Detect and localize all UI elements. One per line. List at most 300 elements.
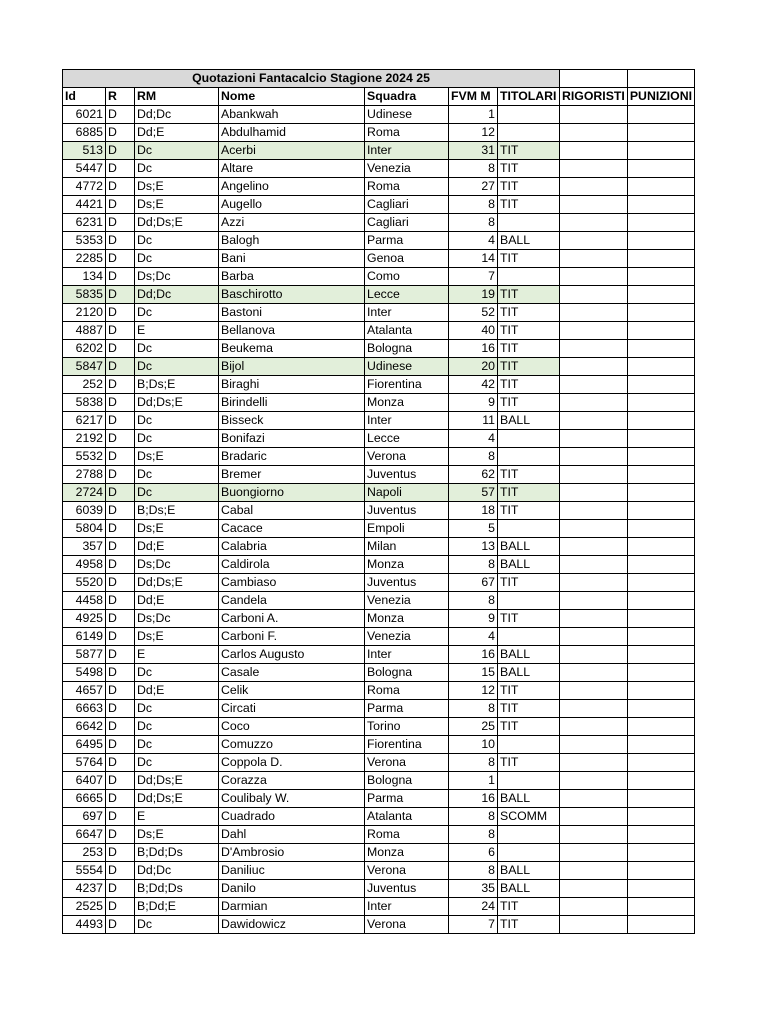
table-row (63, 376, 695, 394)
cell-rm: Dc (135, 412, 219, 430)
cell-squadra: Bologna (365, 664, 449, 682)
cell-punizioni (627, 520, 694, 538)
header-fvm: FVM M (449, 88, 498, 106)
cell-squadra: Torino (365, 718, 449, 736)
cell-nome: Bisseck (219, 412, 365, 430)
header-row (63, 88, 695, 106)
table-row (63, 736, 695, 754)
cell-punizioni (627, 466, 694, 484)
cell-punizioni (627, 916, 694, 934)
cell-punizioni (627, 412, 694, 430)
table-row (63, 304, 695, 322)
cell-punizioni (627, 664, 694, 682)
cell-fvm: 8 (449, 160, 498, 178)
cell-r: D (106, 358, 135, 376)
cell-id: 2788 (63, 466, 106, 484)
table-row (63, 250, 695, 268)
cell-nome: Daniliuc (219, 862, 365, 880)
cell-punizioni (627, 160, 694, 178)
cell-squadra: Juventus (365, 880, 449, 898)
cell-r: D (106, 790, 135, 808)
table-row (63, 502, 695, 520)
cell-fvm: 12 (449, 124, 498, 142)
cell-r: D (106, 394, 135, 412)
table-row (63, 484, 695, 502)
cell-squadra: Lecce (365, 286, 449, 304)
cell-squadra: Genoa (365, 250, 449, 268)
cell-rigoristi (560, 142, 628, 160)
cell-id: 513 (63, 142, 106, 160)
cell-punizioni (627, 286, 694, 304)
cell-rm: Dc (135, 160, 219, 178)
cell-fvm: 1 (449, 772, 498, 790)
cell-nome: Carboni A. (219, 610, 365, 628)
table-row (63, 268, 695, 286)
cell-id: 4237 (63, 880, 106, 898)
cell-fvm: 5 (449, 520, 498, 538)
cell-rigoristi (560, 628, 628, 646)
header-punizioni: PUNIZIONI (627, 88, 694, 106)
cell-fvm: 8 (449, 214, 498, 232)
cell-rigoristi (560, 430, 628, 448)
cell-squadra: Cagliari (365, 196, 449, 214)
cell-titolari (498, 430, 560, 448)
cell-nome: Azzi (219, 214, 365, 232)
cell-rm: Dc (135, 250, 219, 268)
table-row (63, 106, 695, 124)
cell-id: 5447 (63, 160, 106, 178)
cell-rm: Dc (135, 754, 219, 772)
cell-rm: Dd;Ds;E (135, 214, 219, 232)
cell-r: D (106, 340, 135, 358)
table-row (63, 394, 695, 412)
cell-punizioni (627, 610, 694, 628)
cell-fvm: 40 (449, 322, 498, 340)
table-row (63, 880, 695, 898)
cell-nome: Cambiaso (219, 574, 365, 592)
cell-titolari: TIT (498, 682, 560, 700)
table-row (63, 412, 695, 430)
cell-punizioni (627, 358, 694, 376)
cell-rigoristi (560, 322, 628, 340)
cell-punizioni (627, 772, 694, 790)
table-row (63, 772, 695, 790)
cell-rm: Dd;Dc (135, 286, 219, 304)
table-row (63, 808, 695, 826)
cell-punizioni (627, 790, 694, 808)
cell-rigoristi (560, 916, 628, 934)
cell-rm: Dd;Ds;E (135, 394, 219, 412)
cell-nome: Dahl (219, 826, 365, 844)
cell-rigoristi (560, 232, 628, 250)
cell-squadra: Cagliari (365, 214, 449, 232)
table-row (63, 826, 695, 844)
cell-rigoristi (560, 196, 628, 214)
header-rm: RM (135, 88, 219, 106)
cell-titolari: TIT (498, 160, 560, 178)
cell-fvm: 4 (449, 430, 498, 448)
cell-titolari: BALL (498, 538, 560, 556)
cell-squadra: Parma (365, 700, 449, 718)
cell-rm: Dc (135, 340, 219, 358)
cell-rigoristi (560, 664, 628, 682)
cell-fvm: 14 (449, 250, 498, 268)
header-titolari: TITOLARI (498, 88, 560, 106)
table-row (63, 754, 695, 772)
cell-rm: Ds;E (135, 826, 219, 844)
cell-r: D (106, 610, 135, 628)
table-row (63, 574, 695, 592)
cell-rigoristi (560, 880, 628, 898)
cell-punizioni (627, 214, 694, 232)
cell-punizioni (627, 304, 694, 322)
cell-r: D (106, 862, 135, 880)
cell-squadra: Udinese (365, 358, 449, 376)
cell-fvm: 15 (449, 664, 498, 682)
cell-squadra: Venezia (365, 592, 449, 610)
cell-squadra: Roma (365, 124, 449, 142)
table-row (63, 700, 695, 718)
cell-nome: Candela (219, 592, 365, 610)
cell-nome: Barba (219, 268, 365, 286)
cell-squadra: Roma (365, 826, 449, 844)
cell-punizioni (627, 682, 694, 700)
cell-squadra: Verona (365, 916, 449, 934)
table-title: Quotazioni Fantacalcio Stagione 2024 25 (63, 70, 560, 88)
cell-punizioni (627, 232, 694, 250)
cell-id: 5847 (63, 358, 106, 376)
table-row (63, 682, 695, 700)
table-row (63, 124, 695, 142)
cell-fvm: 16 (449, 790, 498, 808)
header-id: Id (63, 88, 106, 106)
cell-id: 6217 (63, 412, 106, 430)
cell-nome: Cabal (219, 502, 365, 520)
cell-nome: Bani (219, 250, 365, 268)
table-row (63, 196, 695, 214)
cell-r: D (106, 880, 135, 898)
cell-titolari: TIT (498, 394, 560, 412)
cell-r: D (106, 682, 135, 700)
cell-nome: Acerbi (219, 142, 365, 160)
cell-fvm: 8 (449, 592, 498, 610)
empty-cell (560, 70, 628, 88)
cell-titolari: TIT (498, 466, 560, 484)
cell-fvm: 7 (449, 268, 498, 286)
cell-r: D (106, 178, 135, 196)
cell-squadra: Roma (365, 178, 449, 196)
cell-nome: Bastoni (219, 304, 365, 322)
cell-rm: B;Ds;E (135, 502, 219, 520)
cell-rm: Ds;Dc (135, 610, 219, 628)
cell-titolari (498, 772, 560, 790)
cell-titolari: SCOMM (498, 808, 560, 826)
cell-rm: Dc (135, 430, 219, 448)
cell-fvm: 10 (449, 736, 498, 754)
cell-punizioni (627, 142, 694, 160)
cell-punizioni (627, 718, 694, 736)
table-row (63, 466, 695, 484)
table-row (63, 790, 695, 808)
cell-fvm: 8 (449, 826, 498, 844)
cell-rigoristi (560, 466, 628, 484)
cell-fvm: 20 (449, 358, 498, 376)
cell-id: 5498 (63, 664, 106, 682)
table-row (63, 538, 695, 556)
cell-titolari: TIT (498, 754, 560, 772)
cell-rm: Dc (135, 916, 219, 934)
cell-rigoristi (560, 178, 628, 196)
cell-punizioni (627, 106, 694, 124)
cell-id: 6202 (63, 340, 106, 358)
cell-squadra: Parma (365, 232, 449, 250)
cell-id: 2285 (63, 250, 106, 268)
cell-titolari: BALL (498, 664, 560, 682)
cell-id: 6149 (63, 628, 106, 646)
cell-r: D (106, 502, 135, 520)
cell-nome: Coppola D. (219, 754, 365, 772)
table-row (63, 556, 695, 574)
cell-r: D (106, 106, 135, 124)
cell-titolari: TIT (498, 898, 560, 916)
cell-rm: Dc (135, 232, 219, 250)
header-nome: Nome (219, 88, 365, 106)
cell-squadra: Atalanta (365, 808, 449, 826)
header-rigoristi: RIGORISTI (560, 88, 628, 106)
cell-rm: Dd;Ds;E (135, 790, 219, 808)
cell-r: D (106, 196, 135, 214)
cell-r: D (106, 142, 135, 160)
cell-punizioni (627, 646, 694, 664)
cell-rm: Dc (135, 466, 219, 484)
cell-squadra: Atalanta (365, 322, 449, 340)
table-row (63, 592, 695, 610)
cell-nome: Comuzzo (219, 736, 365, 754)
cell-squadra: Inter (365, 412, 449, 430)
cell-nome: Beukema (219, 340, 365, 358)
cell-id: 5838 (63, 394, 106, 412)
cell-r: D (106, 664, 135, 682)
table-row (63, 214, 695, 232)
cell-fvm: 8 (449, 196, 498, 214)
cell-punizioni (627, 250, 694, 268)
cell-rigoristi (560, 250, 628, 268)
cell-nome: Coco (219, 718, 365, 736)
cell-fvm: 8 (449, 808, 498, 826)
cell-rm: Ds;E (135, 448, 219, 466)
cell-squadra: Napoli (365, 484, 449, 502)
cell-nome: Danilo (219, 880, 365, 898)
cell-fvm: 4 (449, 232, 498, 250)
cell-r: D (106, 772, 135, 790)
cell-nome: Bonifazi (219, 430, 365, 448)
cell-r: D (106, 520, 135, 538)
cell-fvm: 9 (449, 394, 498, 412)
cell-r: D (106, 754, 135, 772)
cell-punizioni (627, 556, 694, 574)
cell-titolari: TIT (498, 484, 560, 502)
cell-fvm: 4 (449, 628, 498, 646)
cell-squadra: Verona (365, 862, 449, 880)
cell-punizioni (627, 736, 694, 754)
cell-fvm: 7 (449, 916, 498, 934)
cell-punizioni (627, 502, 694, 520)
cell-rm: E (135, 808, 219, 826)
cell-rm: Ds;E (135, 196, 219, 214)
cell-r: D (106, 304, 135, 322)
spreadsheet (62, 69, 695, 934)
cell-squadra: Venezia (365, 628, 449, 646)
cell-r: D (106, 214, 135, 232)
cell-r: D (106, 232, 135, 250)
cell-r: D (106, 574, 135, 592)
cell-rigoristi (560, 790, 628, 808)
cell-rigoristi (560, 484, 628, 502)
cell-titolari: BALL (498, 880, 560, 898)
cell-id: 253 (63, 844, 106, 862)
cell-nome: Coulibaly W. (219, 790, 365, 808)
cell-nome: Carboni F. (219, 628, 365, 646)
cell-rigoristi (560, 448, 628, 466)
cell-punizioni (627, 862, 694, 880)
cell-id: 357 (63, 538, 106, 556)
cell-titolari: TIT (498, 196, 560, 214)
cell-id: 134 (63, 268, 106, 286)
cell-punizioni (627, 628, 694, 646)
cell-rigoristi (560, 358, 628, 376)
cell-id: 5554 (63, 862, 106, 880)
cell-rm: Dd;E (135, 682, 219, 700)
table-row (63, 862, 695, 880)
cell-titolari: BALL (498, 646, 560, 664)
cell-nome: Angelino (219, 178, 365, 196)
cell-squadra: Monza (365, 844, 449, 862)
title-row (63, 70, 695, 88)
table-row (63, 178, 695, 196)
cell-squadra: Bologna (365, 772, 449, 790)
cell-r: D (106, 916, 135, 934)
cell-rigoristi (560, 502, 628, 520)
cell-titolari: TIT (498, 916, 560, 934)
cell-titolari: TIT (498, 574, 560, 592)
cell-rm: B;Dd;Ds (135, 880, 219, 898)
cell-nome: Baschirotto (219, 286, 365, 304)
cell-rm: Ds;E (135, 178, 219, 196)
cell-fvm: 11 (449, 412, 498, 430)
cell-squadra: Como (365, 268, 449, 286)
cell-rigoristi (560, 700, 628, 718)
cell-nome: Bijol (219, 358, 365, 376)
table-row (63, 160, 695, 178)
cell-id: 4493 (63, 916, 106, 934)
cell-titolari: TIT (498, 304, 560, 322)
table-row (63, 358, 695, 376)
cell-nome: Dawidowicz (219, 916, 365, 934)
cell-titolari: BALL (498, 790, 560, 808)
cell-rm: Dc (135, 700, 219, 718)
cell-punizioni (627, 700, 694, 718)
cell-nome: Bremer (219, 466, 365, 484)
cell-titolari (498, 592, 560, 610)
cell-id: 6495 (63, 736, 106, 754)
cell-rigoristi (560, 556, 628, 574)
cell-rm: B;Dd;Ds (135, 844, 219, 862)
cell-rigoristi (560, 340, 628, 358)
cell-r: D (106, 466, 135, 484)
cell-r: D (106, 412, 135, 430)
cell-fvm: 25 (449, 718, 498, 736)
cell-id: 2724 (63, 484, 106, 502)
cell-squadra: Bologna (365, 340, 449, 358)
cell-titolari: BALL (498, 412, 560, 430)
cell-rigoristi (560, 106, 628, 124)
table-row (63, 286, 695, 304)
cell-r: D (106, 898, 135, 916)
cell-id: 6885 (63, 124, 106, 142)
cell-nome: Abankwah (219, 106, 365, 124)
table-row (63, 610, 695, 628)
cell-id: 6665 (63, 790, 106, 808)
cell-squadra: Fiorentina (365, 736, 449, 754)
cell-fvm: 1 (449, 106, 498, 124)
cell-fvm: 19 (449, 286, 498, 304)
cell-rigoristi (560, 754, 628, 772)
cell-rigoristi (560, 214, 628, 232)
cell-rigoristi (560, 718, 628, 736)
cell-r: D (106, 736, 135, 754)
table-row (63, 142, 695, 160)
cell-punizioni (627, 268, 694, 286)
cell-titolari: TIT (498, 340, 560, 358)
cell-squadra: Lecce (365, 430, 449, 448)
cell-rm: Dc (135, 358, 219, 376)
cell-rigoristi (560, 772, 628, 790)
cell-id: 5804 (63, 520, 106, 538)
cell-nome: Calabria (219, 538, 365, 556)
cell-fvm: 8 (449, 754, 498, 772)
cell-r: D (106, 700, 135, 718)
table-row (63, 718, 695, 736)
cell-titolari: TIT (498, 700, 560, 718)
cell-rigoristi (560, 592, 628, 610)
cell-r: D (106, 538, 135, 556)
table-row (63, 916, 695, 934)
cell-nome: Abdulhamid (219, 124, 365, 142)
cell-rm: Dc (135, 736, 219, 754)
cell-id: 4458 (63, 592, 106, 610)
cell-rigoristi (560, 268, 628, 286)
cell-rm: Dd;E (135, 538, 219, 556)
cell-titolari: TIT (498, 376, 560, 394)
cell-r: D (106, 160, 135, 178)
cell-rigoristi (560, 808, 628, 826)
cell-id: 2525 (63, 898, 106, 916)
cell-nome: Altare (219, 160, 365, 178)
cell-punizioni (627, 574, 694, 592)
cell-id: 4925 (63, 610, 106, 628)
table-row (63, 844, 695, 862)
cell-id: 6663 (63, 700, 106, 718)
cell-squadra: Fiorentina (365, 376, 449, 394)
cell-rm: Ds;E (135, 628, 219, 646)
cell-r: D (106, 430, 135, 448)
cell-titolari: TIT (498, 178, 560, 196)
cell-fvm: 57 (449, 484, 498, 502)
cell-titolari (498, 844, 560, 862)
table-row (63, 520, 695, 538)
cell-nome: Cacace (219, 520, 365, 538)
cell-rm: Dc (135, 664, 219, 682)
